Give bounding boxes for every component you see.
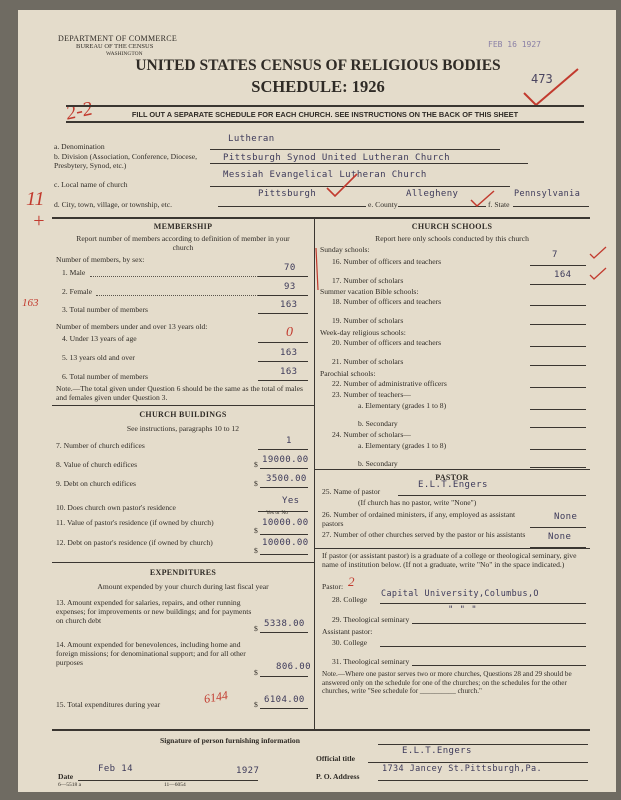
q12-dollar: $ bbox=[254, 546, 258, 555]
red-vertical-tick bbox=[306, 246, 328, 292]
local-name-label: c. Local name of church bbox=[54, 180, 128, 189]
table-bottom-rule bbox=[52, 729, 590, 731]
q26-label: 26. Number of ordained ministers, if any, employed as assistant pastors bbox=[322, 510, 516, 528]
q1-label: 1. Male bbox=[62, 268, 86, 277]
city-label: d. City, town, village, or township, etc. bbox=[54, 200, 173, 209]
q11-label: 11. Value of pastor's residence (if owned by church) bbox=[56, 518, 214, 527]
schedule-number: 473 bbox=[531, 72, 553, 86]
division-value: Pittsburgh Synod United Lutheran Church bbox=[223, 153, 450, 163]
q23b-field bbox=[530, 418, 586, 428]
department-label: DEPARTMENT OF COMMERCE bbox=[58, 34, 178, 43]
q23-label: 23. Number of teachers— bbox=[332, 390, 411, 399]
city-value: Pittsburgh bbox=[258, 189, 317, 199]
address-value: 1734 Jancey St.Pittsburgh,Pa. bbox=[382, 764, 543, 774]
q16-label: 16. Number of officers and teachers bbox=[332, 257, 442, 266]
membership-heading: MEMBERSHIP bbox=[153, 222, 213, 231]
pastor-heading: PASTOR bbox=[435, 473, 469, 482]
q19-field bbox=[530, 315, 586, 325]
q6-label: 6. Total number of members bbox=[62, 372, 149, 381]
state-label: f. State bbox=[488, 200, 510, 209]
official-title-value: E.L.T.Engers bbox=[402, 746, 472, 756]
address-label: P. O. Address bbox=[316, 772, 360, 781]
graduate-note: If pastor (or assistant pastor) is a graduate of a college or theological seminary, give name of institution below. (If not a graduate, write "No" in the space indicated.) bbox=[322, 551, 577, 569]
city-label: WASHINGTON bbox=[106, 51, 143, 57]
official-title-field bbox=[368, 753, 588, 763]
q28-label: 28. College bbox=[332, 595, 368, 604]
q19-label: 19. Number of scholars bbox=[332, 316, 404, 325]
q17-value: 164 bbox=[554, 270, 572, 280]
q24a-label: a. Elementary (grades 1 to 8) bbox=[358, 441, 447, 450]
expenditures-intro: Amount expended by your church during last fiscal year bbox=[97, 582, 269, 591]
pastor-mark: 2 bbox=[348, 574, 355, 589]
division-label: b. Division (Association, Conference, Diocese, Presbytery, Synod, etc.) bbox=[54, 152, 197, 170]
q30-label: 30. College bbox=[332, 638, 368, 647]
red-check-mark bbox=[588, 266, 608, 282]
q24a-field bbox=[530, 440, 586, 450]
q1-field bbox=[258, 267, 308, 277]
print-number: 11—6054 bbox=[164, 782, 186, 788]
q31-label: 31. Theological seminary bbox=[332, 657, 410, 666]
q4-value: 0 bbox=[286, 325, 293, 340]
denomination-value: Lutheran bbox=[228, 134, 275, 144]
expenditures-heading: EXPENDITURES bbox=[149, 568, 217, 577]
margin-total-note: 163 bbox=[22, 297, 39, 309]
q27-value: None bbox=[548, 532, 572, 542]
q2-label: 2. Female bbox=[62, 287, 92, 296]
q15-label: 15. Total expenditures during year bbox=[56, 700, 161, 709]
county-label: e. County bbox=[368, 200, 398, 209]
q30-field bbox=[380, 637, 586, 647]
membership-note: Note.—The total given under Question 6 should be the same as the total of males and females given under Question 3. bbox=[56, 384, 303, 402]
members-by-age-label: Number of members under and over 13 years old: bbox=[56, 322, 208, 331]
table-top-rule bbox=[52, 217, 590, 219]
q31-field bbox=[412, 656, 586, 666]
q10-value: Yes bbox=[282, 496, 300, 506]
q15-value: 6104.00 bbox=[264, 695, 305, 705]
q23a-field bbox=[530, 400, 586, 410]
q6-value: 163 bbox=[280, 367, 298, 377]
date-label: Date bbox=[58, 772, 74, 781]
red-check-mark bbox=[323, 170, 363, 200]
q18-label: 18. Number of officers and teachers bbox=[332, 297, 442, 306]
state-value: Pennsylvania bbox=[514, 189, 581, 199]
weekday-schools-label: Week-day religious schools: bbox=[320, 328, 406, 337]
q15-handwritten-total: 6144 bbox=[202, 688, 229, 706]
margin-cross: + bbox=[32, 210, 46, 232]
signature-field bbox=[378, 735, 588, 745]
header-rule-top bbox=[66, 105, 584, 107]
q7-field bbox=[258, 440, 308, 450]
official-title-label: Official title bbox=[316, 754, 356, 763]
schedule-title: SCHEDULE: 1926 bbox=[251, 77, 385, 96]
buildings-intro: See instructions, paragraphs 10 to 12 bbox=[126, 424, 240, 433]
q14-dollar: $ bbox=[254, 668, 258, 677]
pastor-subheading: Pastor: bbox=[322, 582, 344, 591]
q23a-label: a. Elementary (grades 1 to 8) bbox=[358, 401, 447, 410]
buildings-heading: CHURCH BUILDINGS bbox=[139, 410, 227, 419]
q26-value: None bbox=[554, 512, 578, 522]
q20-field bbox=[530, 337, 586, 347]
q5-value: 163 bbox=[280, 348, 298, 358]
q2-value: 93 bbox=[284, 282, 296, 292]
bureau-label: BUREAU OF THE CENSUS bbox=[76, 43, 154, 50]
q12-label: 12. Debt on pastor's residence (if owned by church) bbox=[56, 538, 213, 547]
q25-value: E.L.T.Engers bbox=[418, 480, 488, 490]
q28-value: Capital University,Columbus,O bbox=[381, 588, 539, 598]
q29-ditto: " " " bbox=[448, 605, 478, 615]
q24-label: 24. Number of scholars— bbox=[332, 430, 411, 439]
q4-label: 4. Under 13 years of age bbox=[62, 334, 137, 343]
q22-label: 22. Number of administrative officers bbox=[332, 379, 447, 388]
schools-intro: Report here only schools conducted by this church bbox=[375, 234, 529, 243]
date-value: Feb 14 bbox=[98, 764, 133, 774]
received-date-stamp: FEB 16 1927 bbox=[488, 40, 541, 49]
form-title: UNITED STATES CENSUS OF RELIGIOUS BODIES bbox=[135, 57, 501, 74]
instruction-line: FILL OUT A SEPARATE SCHEDULE FOR EACH CHURCH. SEE INSTRUCTIONS ON THE BACK OF THIS SHEET bbox=[131, 110, 519, 119]
red-check-mark bbox=[518, 65, 588, 110]
q9-value: 3500.00 bbox=[266, 474, 307, 484]
members-by-sex-label: Number of members, by sex: bbox=[56, 255, 145, 264]
county-value: Allegheny bbox=[406, 189, 459, 199]
denomination-label: a. Denomination bbox=[54, 142, 105, 151]
q4-field bbox=[258, 333, 308, 343]
q7-label: 7. Number of church edifices bbox=[56, 441, 145, 450]
sunday-schools-label: Sunday schools: bbox=[320, 245, 370, 254]
q21-field bbox=[530, 356, 586, 366]
q5-label: 5. 13 years old and over bbox=[62, 353, 135, 362]
q2-field bbox=[258, 286, 308, 296]
q7-value: 1 bbox=[286, 436, 292, 446]
q1-value: 70 bbox=[284, 263, 296, 273]
assistant-pastor-subheading: Assistant pastor: bbox=[322, 627, 373, 636]
q20-label: 20. Number of officers and teachers bbox=[332, 338, 442, 347]
q3-label: 3. Total number of members bbox=[62, 305, 149, 314]
year-value: 1927 bbox=[236, 766, 260, 776]
q12-value: 10000.00 bbox=[262, 538, 309, 548]
q14-value: 806.00 bbox=[276, 662, 311, 672]
summer-schools-label: Summer vacation Bible schools: bbox=[320, 287, 419, 296]
red-check-mark bbox=[588, 245, 608, 261]
q8-dollar: $ bbox=[254, 460, 258, 469]
handwritten-annotation: 2-2 bbox=[63, 97, 95, 125]
q27-label: 27. Number of other churches served by the pastor or his assistants bbox=[322, 530, 526, 539]
q11-value: 10000.00 bbox=[262, 518, 309, 528]
q8-label: 8. Value of church edifices bbox=[56, 460, 138, 469]
q13-dollar: $ bbox=[254, 624, 258, 633]
local-name-value: Messiah Evangelical Lutheran Church bbox=[223, 170, 427, 180]
q24b-field bbox=[530, 458, 586, 468]
q10-hint: Yes or No bbox=[266, 510, 289, 516]
q10-label: 10. Does church own pastor's residence bbox=[56, 503, 176, 512]
schools-heading: CHURCH SCHOOLS bbox=[411, 222, 493, 231]
q25-hint: (If church has no pastor, write "None") bbox=[358, 498, 477, 507]
q29-label: 29. Theological seminary bbox=[332, 615, 410, 624]
q15-dollar: $ bbox=[254, 700, 258, 709]
red-check-mark bbox=[468, 188, 498, 210]
q16-value: 7 bbox=[552, 250, 558, 260]
q21-label: 21. Number of scholars bbox=[332, 357, 404, 366]
q23b-label: b. Secondary bbox=[358, 419, 398, 428]
q14-label: 14. Amount expended for benevolences, including home and foreign missions; for denominational support; and for all other purposes bbox=[56, 640, 246, 667]
margin-mark: 11 bbox=[26, 188, 45, 210]
q25-label: 25. Name of pastor bbox=[322, 487, 381, 496]
q17-label: 17. Number of scholars bbox=[332, 276, 404, 285]
q29-field bbox=[412, 614, 586, 624]
q24b-label: b. Secondary bbox=[358, 459, 398, 468]
membership-intro: Report number of members according to definition of member in your church bbox=[76, 234, 290, 252]
q9-label: 9. Debt on church edifices bbox=[56, 479, 136, 488]
q3-value: 163 bbox=[280, 300, 298, 310]
parochial-schools-label: Parochial schools: bbox=[320, 369, 376, 378]
q11-dollar: $ bbox=[254, 526, 258, 535]
q9-dollar: $ bbox=[254, 479, 258, 488]
signature-label: Signature of person furnishing information bbox=[160, 736, 300, 745]
q13-value: 5338.00 bbox=[264, 619, 305, 629]
q22-field bbox=[530, 378, 586, 388]
q8-value: 19000.00 bbox=[262, 455, 309, 465]
q16-field bbox=[530, 256, 586, 266]
header-rule-bottom bbox=[66, 121, 584, 123]
form-number: 6—5518 a bbox=[58, 782, 82, 788]
census-form-sheet bbox=[18, 10, 616, 792]
pastor-note: Note.—Where one pastor serves two or more churches, Questions 28 and 29 should be answered only on the schedule for one of the churches; on the schedules for the other churches, write "See schedule for __________ church." bbox=[322, 670, 572, 696]
q13-label: 13. Amount expended for salaries, repairs, and other running expenses; for improvements or new buildings; and for payments on church debt bbox=[56, 598, 252, 625]
q18-field bbox=[530, 296, 586, 306]
